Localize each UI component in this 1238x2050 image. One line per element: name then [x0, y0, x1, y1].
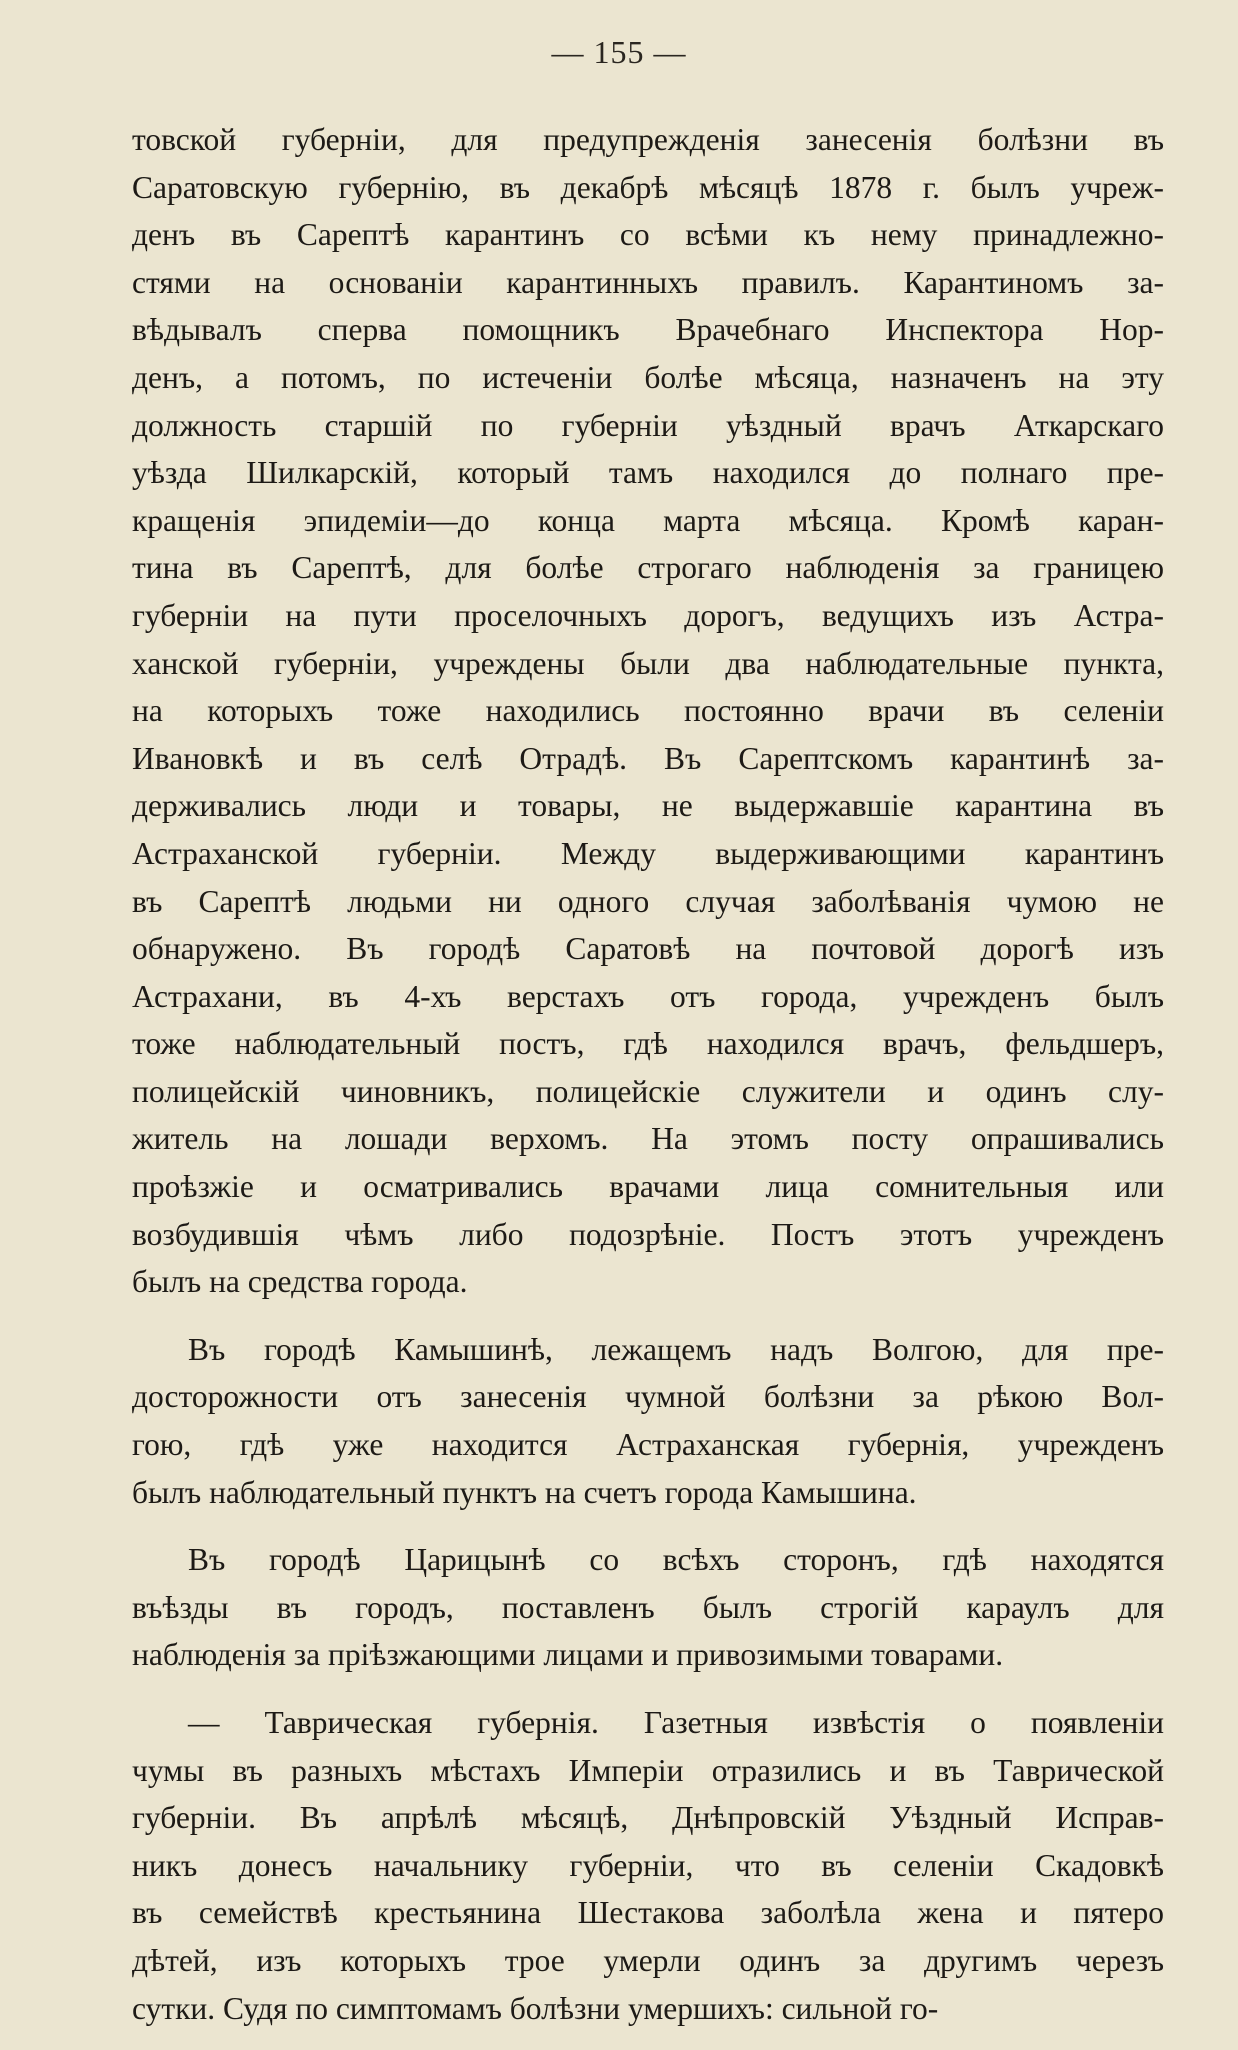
text-line: кращенія эпидеміи—до конца марта мѣсяца. Кромѣ каран-: [132, 502, 1164, 538]
text-line: товской губерніи, для предупрежденія занесенія болѣзни въ: [132, 122, 1164, 157]
text-line: Въ городѣ Царицынѣ со всѣхъ сторонъ, гдѣ находятся: [188, 1542, 1164, 1578]
text-line: гою, гдѣ уже находится Астраханская губернія, учрежденъ: [132, 1427, 1164, 1463]
paragraph-gap: [132, 1679, 1164, 1699]
page-number: — 155 —: [551, 34, 687, 70]
text-line: губерніи на пути проселочныхъ дорогъ, ведущихъ изъ Астра-: [132, 597, 1164, 633]
text-line: стями на основаніи карантинныхъ правилъ. Карантиномъ за-: [132, 264, 1164, 300]
text-line: былъ на средства города.: [132, 1264, 468, 1300]
body-text: [132, 116, 1164, 2032]
text-line: тина въ Сарептѣ, для болѣе строгаго наблюденія за границею: [132, 550, 1164, 586]
text-line: возбудившія чѣмъ либо подозрѣніе. Постъ этотъ учрежденъ: [132, 1216, 1164, 1252]
text-line: губерніи. Въ апрѣлѣ мѣсяцѣ, Днѣпровскій Уѣздный Исправ-: [132, 1800, 1164, 1836]
text-line: на которыхъ тоже находились постоянно врачи въ селеніи: [132, 693, 1164, 729]
text-line: — Таврическая губернія. Газетныя извѣстія о появленіи: [188, 1705, 1164, 1740]
text-line: въѣзды въ городъ, поставленъ былъ строгій караулъ для: [132, 1589, 1164, 1625]
paragraph: [132, 116, 1164, 1306]
text-line: Ивановкѣ и въ селѣ Отрадѣ. Въ Сарептскомъ карантинѣ за-: [132, 740, 1164, 776]
text-line: въ семействѣ крестьянина Шестакова заболѣла жена и пятеро: [132, 1895, 1164, 1931]
text-line: наблюденія за пріѣзжающими лицами и привозимыми товарами.: [132, 1637, 1004, 1673]
paragraph: [132, 1326, 1164, 1516]
text-line: Въ городѣ Камышинѣ, лежащемъ надъ Волгою, для пре-: [188, 1331, 1164, 1367]
text-line: Саратовскую губернію, въ декабрѣ мѣсяцѣ 1878 г. былъ учреж-: [132, 169, 1164, 205]
text-line: держивались люди и товары, не выдержавшіе карантина въ: [132, 788, 1164, 824]
text-line: вѣдывалъ сперва помощникъ Врачебнаго Инспектора Нор-: [132, 312, 1164, 348]
text-line: тоже наблюдательный постъ, гдѣ находился врачъ, фельдшеръ,: [132, 1026, 1164, 1062]
text-line: денъ въ Сарептѣ карантинъ со всѣми къ нему принадлежно-: [132, 217, 1164, 253]
paragraph: [132, 1699, 1164, 2032]
text-line: въ Сарептѣ людьми ни одного случая заболѣванія чумою не: [132, 883, 1164, 919]
text-line: проѣзжіе и осматривались врачами лица сомнительныя или: [132, 1169, 1164, 1205]
text-line: денъ, а потомъ, по истеченіи болѣе мѣсяца, назначенъ на эту: [132, 359, 1164, 395]
text-line: полицейскій чиновникъ, полицейскіе служители и одинъ слу-: [132, 1073, 1164, 1109]
text-line: сутки. Судя по симптомамъ болѣзни умершихъ: сильной го-: [132, 1990, 939, 2026]
text-line: дѣтей, изъ которыхъ трое умерли одинъ за другимъ черезъ: [132, 1942, 1164, 1978]
text-line: должность старшій по губерніи уѣздный врачъ Аткарскаго: [132, 407, 1164, 443]
text-line: Астрахани, въ 4-хъ верстахъ отъ города, учрежденъ былъ: [132, 978, 1164, 1014]
text-line: житель на лошади верхомъ. На этомъ посту опрашивались: [132, 1121, 1164, 1157]
text-line: уѣзда Шилкарскій, который тамъ находился до полнаго пре-: [132, 455, 1164, 491]
paragraph: [132, 1536, 1164, 1679]
text-line: чумы въ разныхъ мѣстахъ Имперіи отразились и въ Таврической: [132, 1752, 1164, 1788]
text-line: Астраханской губерніи. Между выдерживающими карантинъ: [132, 835, 1164, 871]
text-line: досторожности отъ занесенія чумной болѣзни за рѣкою Вол-: [132, 1379, 1164, 1415]
text-line: никъ донесъ начальнику губерніи, что въ селеніи Скадовкѣ: [132, 1847, 1164, 1883]
paragraph-gap: [132, 1306, 1164, 1326]
text-line: ханской губерніи, учреждены были два наблюдательные пункта,: [132, 645, 1164, 681]
paragraph-gap: [132, 1516, 1164, 1536]
text-line: обнаружено. Въ городѣ Саратовѣ на почтовой дорогѣ изъ: [132, 931, 1164, 967]
text-line: былъ наблюдательный пунктъ на счетъ города Камышина.: [132, 1474, 917, 1510]
